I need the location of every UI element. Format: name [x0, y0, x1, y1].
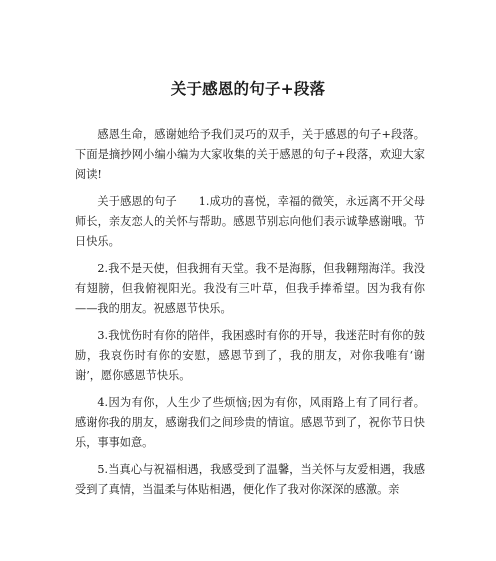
section-label: 关于感恩的句子	[97, 195, 177, 208]
paragraph-item-5: 5.当真心与祝福相遇，我感受到了温馨，当关怀与友爱相遇，我感受到了真情，当温柔与体贴相遇，便化作了我对你深深的感激。亲	[75, 463, 425, 496]
document-title: 关于感恩的句子+段落	[170, 80, 326, 98]
paragraph-item-2: 2.我不是天使，但我拥有天堂。我不是海豚，但我翱翔海洋。我没有翅膀，但我俯视阳光。我没有三叶草，但我手捧希望。因为我有你——我的朋友。祝感恩节快乐。	[75, 262, 425, 315]
item-1-text: 1.成功的喜悦，幸福的微笑，永远离不开父母师长，亲友恋人的关怀与帮助。感恩节别忘向他们表示诚挚感谢哦。节日快乐。	[75, 195, 425, 248]
paragraph-item-4: 4.因为有你，人生少了些烦恼;因为有你，风雨路上有了同行者。感谢你我的朋友，感谢我们之间珍贵的情谊。感恩节到了，祝你节日快乐，事事如意。	[75, 396, 425, 449]
intro-paragraph: 感恩生命，感谢她给予我们灵巧的双手，关于感恩的句子+段落。下面是摘抄网小编小编为大家收集的关于感恩的句子+段落，欢迎大家阅读!	[75, 128, 425, 181]
paragraph-item-3: 3.我忧伤时有你的陪伴，我困惑时有你的开导，我迷茫时有你的鼓励，我哀伤时有你的安慰，感恩节到了，我的朋友，对你我唯有‘谢谢’，愿你感恩节快乐。	[75, 329, 425, 382]
document-body	[75, 125, 425, 500]
paragraph-item-1	[75, 192, 425, 252]
